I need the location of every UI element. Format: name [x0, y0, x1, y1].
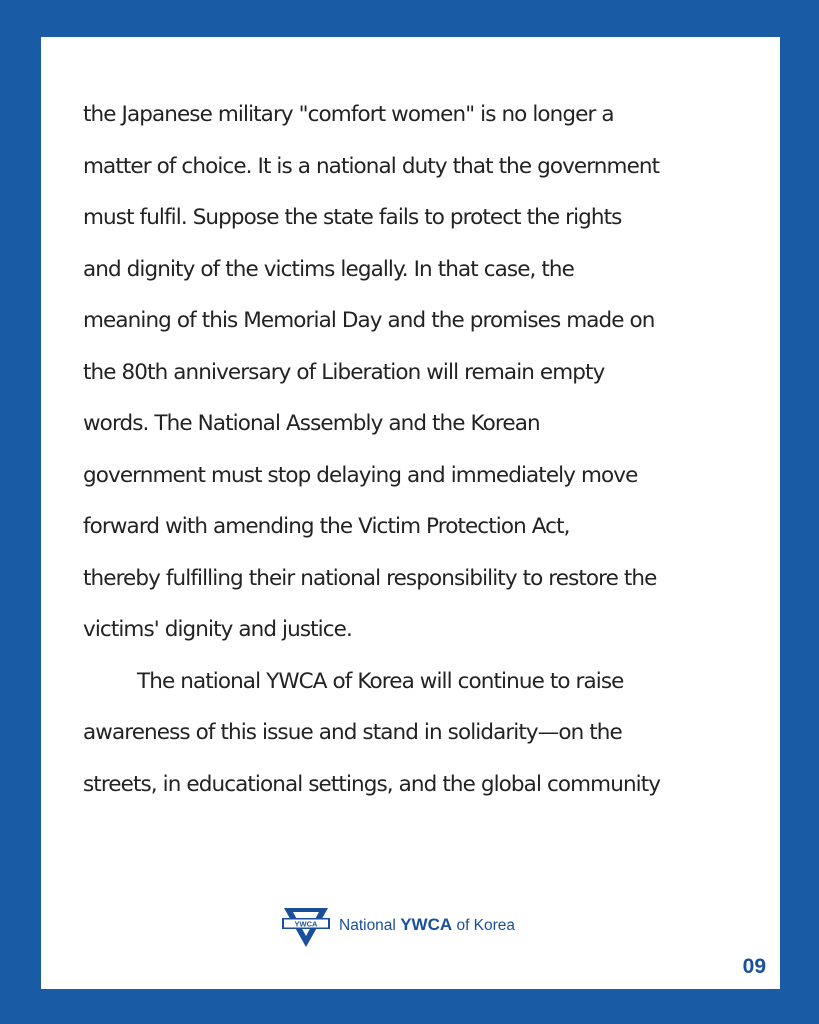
text-line: the 80th anniversary of Liberation will remain empty — [83, 359, 605, 385]
emblem-text: YWCA — [294, 919, 318, 929]
logo-word-ywca: YWCA — [400, 915, 453, 934]
text-line: streets, in educational settings, and the global community — [83, 771, 661, 797]
paragraph — [83, 89, 753, 656]
text-line: victims' dignity and justice. — [83, 617, 352, 642]
ywca-emblem-icon — [282, 905, 330, 949]
ywca-logo — [282, 905, 515, 949]
text-line: and dignity of the victims legally. In that case, the — [83, 256, 574, 282]
text-line: The national YWCA of Korea will continue to raise — [137, 668, 624, 694]
text-line: matter of choice. It is a national duty that the government — [83, 153, 660, 179]
text-line: forward with amending the Victim Protection Act, — [83, 514, 570, 539]
text-line: awareness of this issue and stand in solidarity—on the — [83, 720, 622, 745]
text-line: government must stop delaying and immediately move — [83, 462, 638, 488]
text-line: the Japanese military "comfort women" is no longer a — [83, 102, 614, 127]
text-line: meaning of this Memorial Day and the promises made on — [83, 308, 655, 333]
text-line: thereby fulfilling their national responsibility to restore the — [83, 565, 657, 591]
text-line: must fulfil. Suppose the state fails to protect the rights — [83, 205, 622, 230]
logo-word-national: National — [339, 917, 396, 934]
body-text — [83, 89, 753, 810]
page-number: 09 — [742, 955, 766, 978]
text-line: words. The National Assembly and the Korean — [83, 411, 540, 436]
logo-word-of-korea-text: of Korea — [456, 917, 516, 934]
logo-word-of-korea — [452, 917, 515, 934]
paragraph — [83, 656, 753, 811]
page-card — [41, 37, 780, 989]
logo-wordmark — [339, 915, 515, 935]
